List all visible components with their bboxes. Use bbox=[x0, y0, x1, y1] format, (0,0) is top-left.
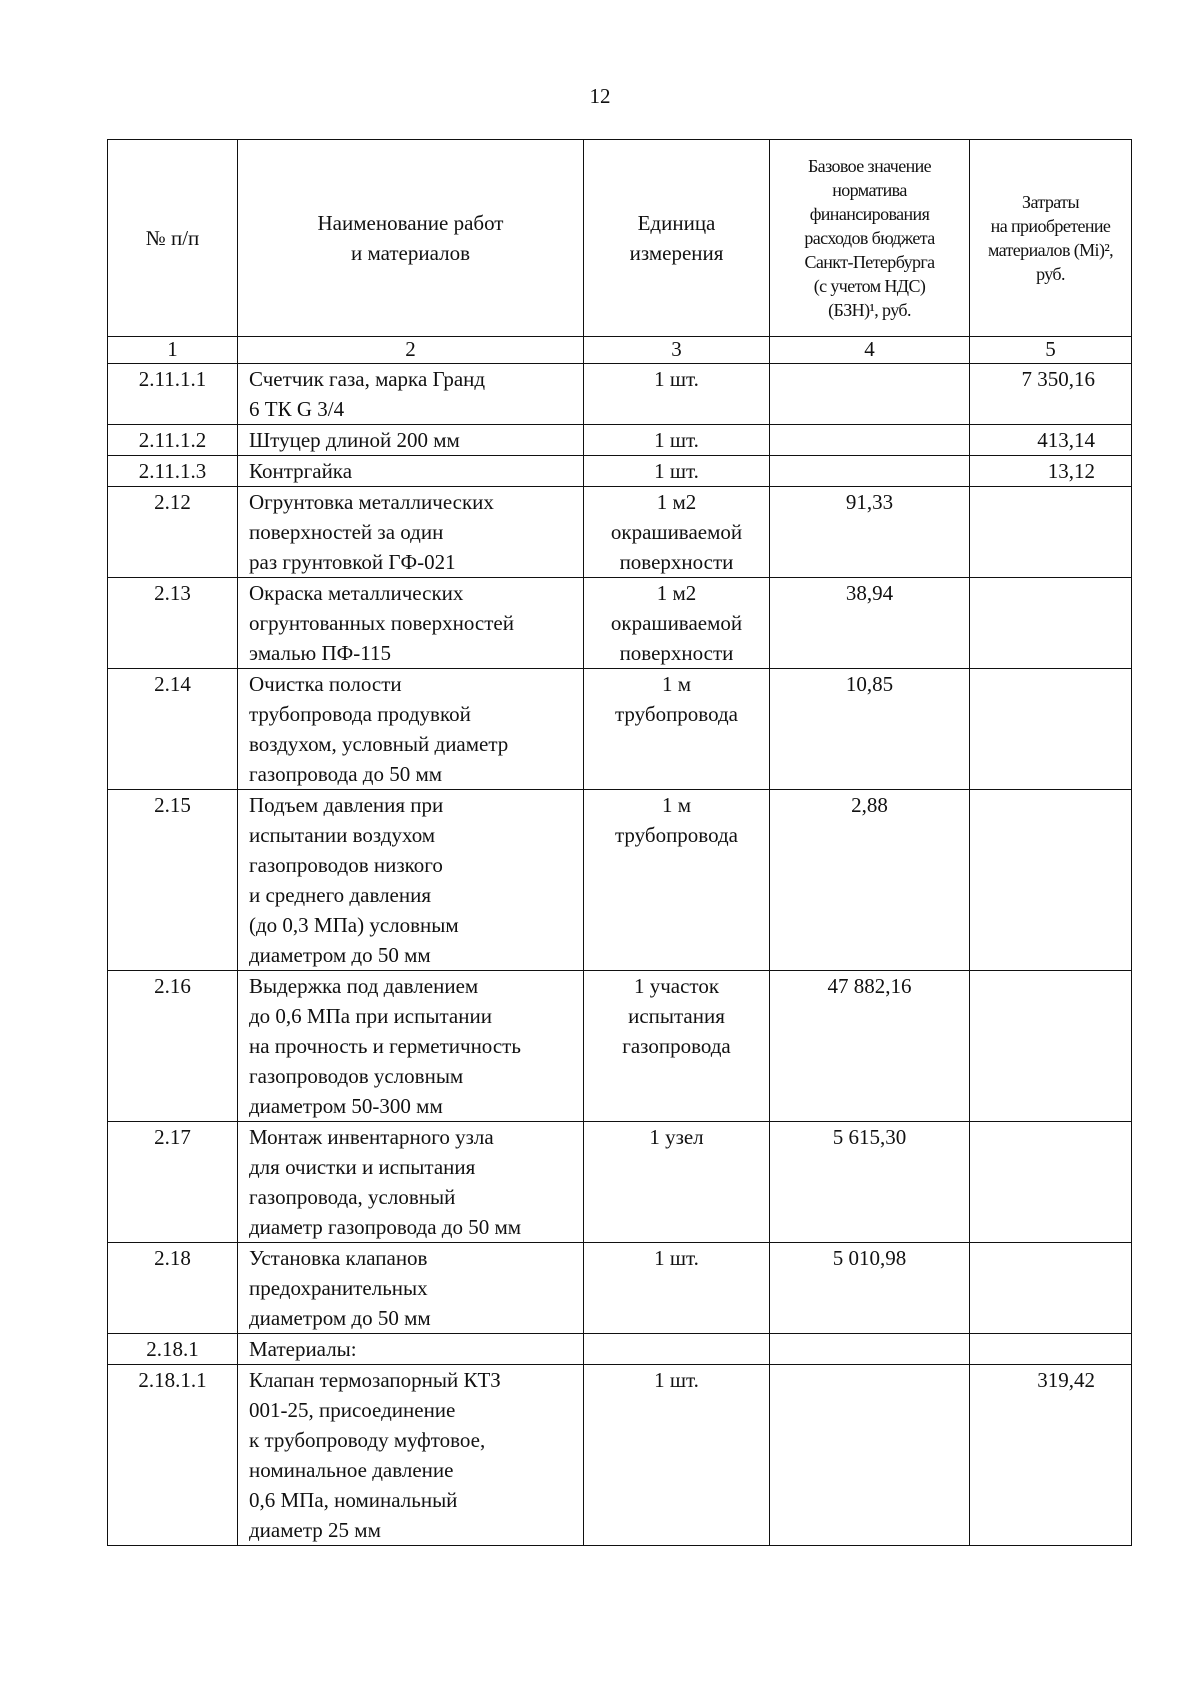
row-name: Огрунтовка металлических поверхностей за один раз грунтовкой ГФ-021 bbox=[238, 487, 584, 578]
header-base-value: Базовое значение норматива финансирования расходов бюджета Санкт-Петербурга (с учетом НДС) (БЗН)¹, руб. bbox=[770, 140, 970, 337]
column-number: 3 bbox=[584, 337, 770, 364]
row-base-value: 10,85 bbox=[770, 669, 970, 790]
cost-table bbox=[107, 139, 1132, 1546]
row-number: 2.12 bbox=[108, 487, 238, 578]
row-number: 2.11.1.1 bbox=[108, 364, 238, 425]
row-unit: 1 м трубопровода bbox=[584, 790, 770, 971]
header-number: № п/п bbox=[108, 140, 238, 337]
table-row bbox=[108, 1365, 1132, 1546]
table-row bbox=[108, 669, 1132, 790]
row-name: Подъем давления при испытании воздухом газопроводов низкого и среднего давления (до 0,3 МПа) условным диаметром до 50 мм bbox=[238, 790, 584, 971]
row-name: Окраска металлических огрунтованных поверхностей эмалью ПФ-115 bbox=[238, 578, 584, 669]
row-material-cost bbox=[970, 971, 1132, 1122]
table-body bbox=[108, 364, 1132, 1546]
row-material-cost bbox=[970, 1334, 1132, 1365]
row-number: 2.11.1.3 bbox=[108, 456, 238, 487]
row-number: 2.18 bbox=[108, 1243, 238, 1334]
row-material-cost: 413,14 bbox=[970, 425, 1132, 456]
row-base-value bbox=[770, 364, 970, 425]
row-name: Выдержка под давлением до 0,6 МПа при испытании на прочность и герметичность газопроводов условным диаметром 50-300 мм bbox=[238, 971, 584, 1122]
row-material-cost bbox=[970, 1243, 1132, 1334]
row-material-cost bbox=[970, 669, 1132, 790]
row-material-cost bbox=[970, 1122, 1132, 1243]
row-unit: 1 м трубопровода bbox=[584, 669, 770, 790]
row-name: Контргайка bbox=[238, 456, 584, 487]
row-unit: 1 шт. bbox=[584, 456, 770, 487]
row-number: 2.16 bbox=[108, 971, 238, 1122]
row-number: 2.13 bbox=[108, 578, 238, 669]
table-row bbox=[108, 487, 1132, 578]
row-unit: 1 шт. bbox=[584, 425, 770, 456]
row-material-cost bbox=[970, 790, 1132, 971]
column-number: 4 bbox=[770, 337, 970, 364]
table-row bbox=[108, 425, 1132, 456]
header-name: Наименование работ и материалов bbox=[238, 140, 584, 337]
row-unit: 1 участок испытания газопровода bbox=[584, 971, 770, 1122]
row-material-cost bbox=[970, 578, 1132, 669]
row-material-cost: 319,42 bbox=[970, 1365, 1132, 1546]
row-name: Клапан термозапорный КТЗ 001-25, присоединение к трубопроводу муфтовое, номинальное давление 0,6 МПа, номинальный диаметр 25 мм bbox=[238, 1365, 584, 1546]
row-base-value bbox=[770, 1365, 970, 1546]
row-number: 2.14 bbox=[108, 669, 238, 790]
row-unit: 1 узел bbox=[584, 1122, 770, 1243]
row-unit: 1 шт. bbox=[584, 1365, 770, 1546]
table-row bbox=[108, 364, 1132, 425]
row-name: Очистка полости трубопровода продувкой воздухом, условный диаметр газопровода до 50 мм bbox=[238, 669, 584, 790]
row-unit bbox=[584, 1334, 770, 1365]
table-row bbox=[108, 578, 1132, 669]
row-base-value: 91,33 bbox=[770, 487, 970, 578]
row-name: Установка клапанов предохранительных диаметром до 50 мм bbox=[238, 1243, 584, 1334]
row-unit: 1 шт. bbox=[584, 1243, 770, 1334]
row-unit: 1 м2 окрашиваемой поверхности bbox=[584, 578, 770, 669]
row-number: 2.15 bbox=[108, 790, 238, 971]
column-number: 5 bbox=[970, 337, 1132, 364]
table-row bbox=[108, 1334, 1132, 1365]
row-material-cost: 7 350,16 bbox=[970, 364, 1132, 425]
header-unit: Единица измерения bbox=[584, 140, 770, 337]
row-base-value: 2,88 bbox=[770, 790, 970, 971]
row-name: Штуцер длиной 200 мм bbox=[238, 425, 584, 456]
table-row bbox=[108, 971, 1132, 1122]
column-number: 1 bbox=[108, 337, 238, 364]
row-base-value: 38,94 bbox=[770, 578, 970, 669]
table-row bbox=[108, 790, 1132, 971]
row-base-value bbox=[770, 1334, 970, 1365]
column-number: 2 bbox=[238, 337, 584, 364]
row-base-value: 5 010,98 bbox=[770, 1243, 970, 1334]
row-base-value bbox=[770, 425, 970, 456]
row-unit: 1 м2 окрашиваемой поверхности bbox=[584, 487, 770, 578]
row-name: Материалы: bbox=[238, 1334, 584, 1365]
header-material-cost: Затраты на приобретение материалов (Mi)², руб. bbox=[970, 140, 1132, 337]
row-number: 2.18.1.1 bbox=[108, 1365, 238, 1546]
row-unit: 1 шт. bbox=[584, 364, 770, 425]
row-name: Монтаж инвентарного узла для очистки и испытания газопровода, условный диаметр газопровода до 50 мм bbox=[238, 1122, 584, 1243]
row-material-cost: 13,12 bbox=[970, 456, 1132, 487]
row-material-cost bbox=[970, 487, 1132, 578]
row-number: 2.11.1.2 bbox=[108, 425, 238, 456]
table-row bbox=[108, 1243, 1132, 1334]
page-number: 12 bbox=[589, 84, 611, 108]
table-header-row bbox=[108, 140, 1132, 337]
table-row bbox=[108, 1122, 1132, 1243]
row-number: 2.17 bbox=[108, 1122, 238, 1243]
column-number-row bbox=[108, 337, 1132, 364]
row-base-value: 5 615,30 bbox=[770, 1122, 970, 1243]
row-number: 2.18.1 bbox=[108, 1334, 238, 1365]
row-base-value bbox=[770, 456, 970, 487]
row-base-value: 47 882,16 bbox=[770, 971, 970, 1122]
row-name: Счетчик газа, марка Гранд 6 ТК G 3/4 bbox=[238, 364, 584, 425]
table-row bbox=[108, 456, 1132, 487]
